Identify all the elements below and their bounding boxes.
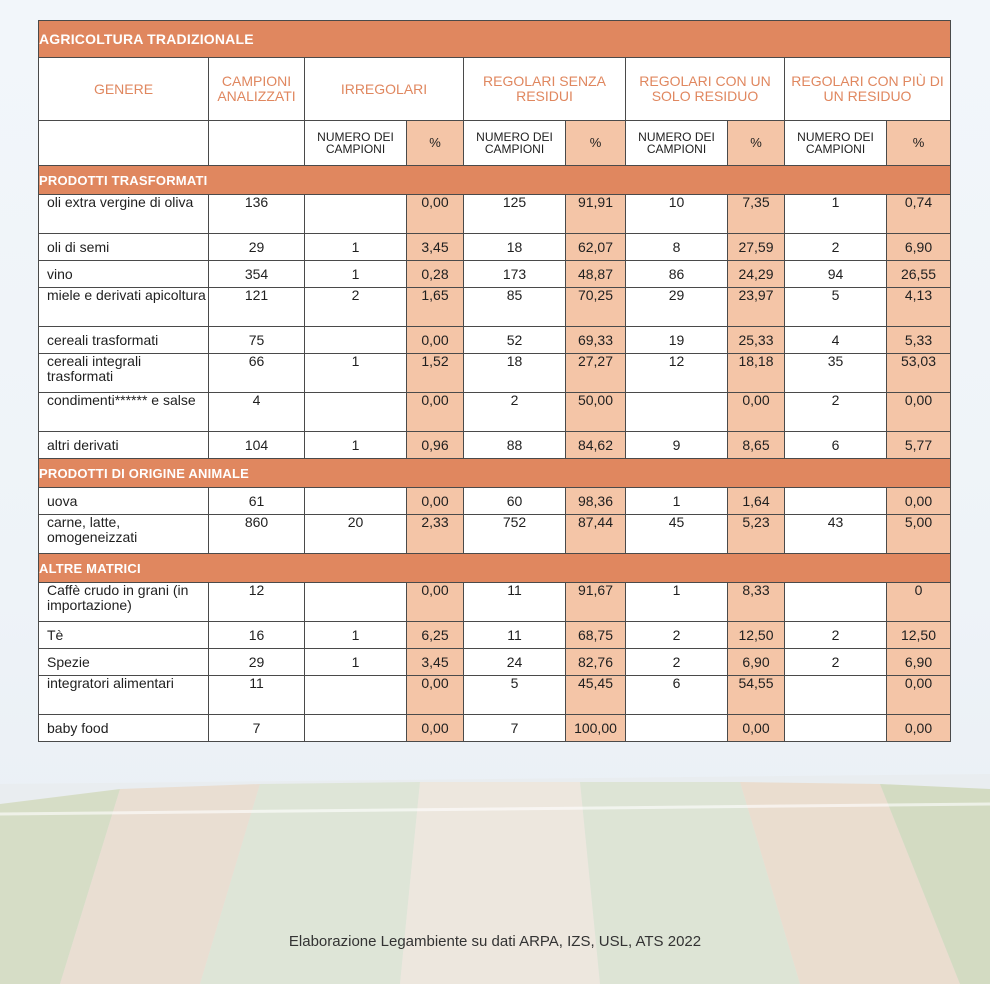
cell-count xyxy=(785,676,887,715)
cell-percent: 27,27 xyxy=(566,354,626,393)
subheader-empty xyxy=(209,121,305,166)
cell-percent: 23,97 xyxy=(728,288,785,327)
header-regolari-un-residuo: REGOLARI CON UN SOLO RESIDUO xyxy=(626,58,785,121)
table-row xyxy=(39,715,951,742)
cell-count: 2 xyxy=(464,393,566,432)
source-caption: Elaborazione Legambiente su dati ARPA, IZS, USL, ATS 2022 xyxy=(288,933,702,950)
cell-count: 12 xyxy=(209,583,305,622)
table-row xyxy=(39,393,951,432)
table-row xyxy=(39,327,951,354)
row-genere: cereali trasformati xyxy=(39,327,209,354)
cell-percent: 12,50 xyxy=(728,622,785,649)
cell-count: 2 xyxy=(626,622,728,649)
cell-percent: 6,90 xyxy=(887,649,951,676)
subheader-empty xyxy=(39,121,209,166)
cell-count: 11 xyxy=(209,676,305,715)
residue-table-panel xyxy=(38,20,950,742)
header-irregolari: IRREGOLARI xyxy=(305,58,464,121)
row-genere: altri derivati xyxy=(39,432,209,459)
cell-count: 1 xyxy=(305,432,407,459)
cell-count: 19 xyxy=(626,327,728,354)
cell-count: 7 xyxy=(209,715,305,742)
table-row xyxy=(39,676,951,715)
cell-count: 10 xyxy=(626,195,728,234)
cell-count: 43 xyxy=(785,515,887,554)
cell-percent: 82,76 xyxy=(566,649,626,676)
table-row xyxy=(39,515,951,554)
cell-count: 2 xyxy=(785,622,887,649)
subheader-pct: % xyxy=(407,121,464,166)
cell-percent: 48,87 xyxy=(566,261,626,288)
cell-count xyxy=(785,583,887,622)
cell-percent: 3,45 xyxy=(407,234,464,261)
cell-percent: 0,00 xyxy=(407,583,464,622)
subheader-pct: % xyxy=(887,121,951,166)
row-genere: cereali integrali trasformati xyxy=(39,354,209,393)
cell-count: 1 xyxy=(785,195,887,234)
row-genere: carne, latte, omogeneizzati xyxy=(39,515,209,554)
table-title: AGRICOLTURA TRADIZIONALE xyxy=(39,21,951,58)
subheader-numero: NUMERO DEI CAMPIONI xyxy=(626,121,728,166)
cell-count xyxy=(626,715,728,742)
cell-count: 354 xyxy=(209,261,305,288)
cell-count: 6 xyxy=(626,676,728,715)
table-row xyxy=(39,622,951,649)
cell-percent: 0,74 xyxy=(887,195,951,234)
cell-count: 1 xyxy=(305,261,407,288)
cell-count: 88 xyxy=(464,432,566,459)
cell-count: 60 xyxy=(464,488,566,515)
row-genere: uova xyxy=(39,488,209,515)
row-genere: Spezie xyxy=(39,649,209,676)
cell-percent: 91,67 xyxy=(566,583,626,622)
cell-count: 2 xyxy=(785,649,887,676)
subheader-pct: % xyxy=(728,121,785,166)
row-genere: oli di semi xyxy=(39,234,209,261)
cell-count xyxy=(626,393,728,432)
cell-percent: 6,90 xyxy=(887,234,951,261)
cell-count: 2 xyxy=(305,288,407,327)
cell-percent: 0,28 xyxy=(407,261,464,288)
row-genere: Caffè crudo in grani (in importazione) xyxy=(39,583,209,622)
cell-percent: 70,25 xyxy=(566,288,626,327)
cell-percent: 0,00 xyxy=(407,393,464,432)
cell-count: 9 xyxy=(626,432,728,459)
cell-percent: 3,45 xyxy=(407,649,464,676)
cell-count: 4 xyxy=(209,393,305,432)
cell-percent: 26,55 xyxy=(887,261,951,288)
cell-percent: 24,29 xyxy=(728,261,785,288)
cell-percent: 0,00 xyxy=(887,715,951,742)
cell-count: 16 xyxy=(209,622,305,649)
row-genere: miele e derivati apicoltura xyxy=(39,288,209,327)
cell-percent: 5,00 xyxy=(887,515,951,554)
header-regolari-senza-residui: REGOLARI SENZA RESIDUI xyxy=(464,58,626,121)
cell-count: 94 xyxy=(785,261,887,288)
table-row xyxy=(39,583,951,622)
cell-percent: 0,00 xyxy=(887,488,951,515)
cell-count xyxy=(305,195,407,234)
cell-percent: 1,52 xyxy=(407,354,464,393)
cell-count: 121 xyxy=(209,288,305,327)
cell-percent: 0,00 xyxy=(407,195,464,234)
cell-percent: 53,03 xyxy=(887,354,951,393)
cell-count: 4 xyxy=(785,327,887,354)
cell-percent: 100,00 xyxy=(566,715,626,742)
cell-count: 7 xyxy=(464,715,566,742)
cell-percent: 69,33 xyxy=(566,327,626,354)
cell-count: 24 xyxy=(464,649,566,676)
cell-percent: 2,33 xyxy=(407,515,464,554)
cell-percent: 54,55 xyxy=(728,676,785,715)
cell-count: 6 xyxy=(785,432,887,459)
row-genere: integratori alimentari xyxy=(39,676,209,715)
cell-count: 85 xyxy=(464,288,566,327)
cell-percent: 0,00 xyxy=(887,393,951,432)
cell-count: 45 xyxy=(626,515,728,554)
cell-count: 8 xyxy=(626,234,728,261)
cell-count: 29 xyxy=(626,288,728,327)
cell-count xyxy=(305,583,407,622)
cell-count: 5 xyxy=(785,288,887,327)
header-regolari-piu-residui: REGOLARI CON PIÙ DI UN RESIDUO xyxy=(785,58,951,121)
cell-percent: 4,13 xyxy=(887,288,951,327)
cell-percent: 8,33 xyxy=(728,583,785,622)
cell-count: 1 xyxy=(305,234,407,261)
cell-percent: 25,33 xyxy=(728,327,785,354)
cell-percent: 7,35 xyxy=(728,195,785,234)
cell-count: 11 xyxy=(464,583,566,622)
cell-count: 86 xyxy=(626,261,728,288)
cell-count: 52 xyxy=(464,327,566,354)
cell-count xyxy=(305,488,407,515)
cell-count xyxy=(305,715,407,742)
header-genere: GENERE xyxy=(39,58,209,121)
cell-percent: 6,25 xyxy=(407,622,464,649)
cell-count: 12 xyxy=(626,354,728,393)
cell-percent: 0,00 xyxy=(407,676,464,715)
subheader-pct: % xyxy=(566,121,626,166)
cell-percent: 0,00 xyxy=(728,393,785,432)
row-genere: oli extra vergine di oliva xyxy=(39,195,209,234)
cell-count: 5 xyxy=(464,676,566,715)
table-row xyxy=(39,354,951,393)
cell-count: 1 xyxy=(626,583,728,622)
cell-percent: 12,50 xyxy=(887,622,951,649)
cell-count: 173 xyxy=(464,261,566,288)
cell-percent: 50,00 xyxy=(566,393,626,432)
cell-count: 1 xyxy=(305,622,407,649)
cell-count: 104 xyxy=(209,432,305,459)
subheader-numero: NUMERO DEI CAMPIONI xyxy=(305,121,407,166)
subheader-numero: NUMERO DEI CAMPIONI xyxy=(464,121,566,166)
cell-percent: 1,64 xyxy=(728,488,785,515)
cell-percent: 62,07 xyxy=(566,234,626,261)
row-genere: Tè xyxy=(39,622,209,649)
residue-table xyxy=(38,20,951,742)
cell-count xyxy=(305,676,407,715)
cell-percent: 45,45 xyxy=(566,676,626,715)
cell-percent: 5,77 xyxy=(887,432,951,459)
cell-count: 1 xyxy=(305,649,407,676)
cell-percent: 1,65 xyxy=(407,288,464,327)
cell-count xyxy=(785,715,887,742)
cell-count: 61 xyxy=(209,488,305,515)
cell-count: 18 xyxy=(464,354,566,393)
cell-count: 29 xyxy=(209,649,305,676)
cell-percent: 0,00 xyxy=(887,676,951,715)
cell-percent: 98,36 xyxy=(566,488,626,515)
cell-count: 2 xyxy=(626,649,728,676)
cell-percent: 87,44 xyxy=(566,515,626,554)
cell-count: 2 xyxy=(785,234,887,261)
cell-percent: 0,00 xyxy=(407,327,464,354)
header-campioni: CAMPIONI ANALIZZATI xyxy=(209,58,305,121)
cell-count: 66 xyxy=(209,354,305,393)
cell-percent: 8,65 xyxy=(728,432,785,459)
cell-count xyxy=(305,393,407,432)
cell-percent: 0,96 xyxy=(407,432,464,459)
row-genere: condimenti****** e salse xyxy=(39,393,209,432)
cell-percent: 27,59 xyxy=(728,234,785,261)
table-row xyxy=(39,432,951,459)
cell-percent: 84,62 xyxy=(566,432,626,459)
cell-count: 29 xyxy=(209,234,305,261)
cell-count xyxy=(785,488,887,515)
cell-count: 860 xyxy=(209,515,305,554)
cell-count: 1 xyxy=(305,354,407,393)
cell-count: 35 xyxy=(785,354,887,393)
cell-count: 125 xyxy=(464,195,566,234)
cell-percent: 5,23 xyxy=(728,515,785,554)
table-row xyxy=(39,195,951,234)
cell-count xyxy=(305,327,407,354)
table-row xyxy=(39,234,951,261)
row-genere: baby food xyxy=(39,715,209,742)
cell-percent: 0 xyxy=(887,583,951,622)
cell-count: 2 xyxy=(785,393,887,432)
cell-percent: 0,00 xyxy=(407,488,464,515)
table-row xyxy=(39,288,951,327)
cell-percent: 18,18 xyxy=(728,354,785,393)
row-genere: vino xyxy=(39,261,209,288)
cell-count: 20 xyxy=(305,515,407,554)
cell-percent: 68,75 xyxy=(566,622,626,649)
cell-count: 18 xyxy=(464,234,566,261)
table-row xyxy=(39,649,951,676)
table-row xyxy=(39,261,951,288)
cell-count: 752 xyxy=(464,515,566,554)
section-header: PRODOTTI TRASFORMATI xyxy=(39,166,951,195)
cell-percent: 6,90 xyxy=(728,649,785,676)
cell-count: 11 xyxy=(464,622,566,649)
section-header: ALTRE MATRICI xyxy=(39,554,951,583)
table-row xyxy=(39,488,951,515)
cell-percent: 91,91 xyxy=(566,195,626,234)
cell-count: 136 xyxy=(209,195,305,234)
cell-count: 1 xyxy=(626,488,728,515)
cell-percent: 0,00 xyxy=(407,715,464,742)
subheader-numero: NUMERO DEI CAMPIONI xyxy=(785,121,887,166)
cell-percent: 5,33 xyxy=(887,327,951,354)
cell-percent: 0,00 xyxy=(728,715,785,742)
cell-count: 75 xyxy=(209,327,305,354)
section-header: PRODOTTI DI ORIGINE ANIMALE xyxy=(39,459,951,488)
